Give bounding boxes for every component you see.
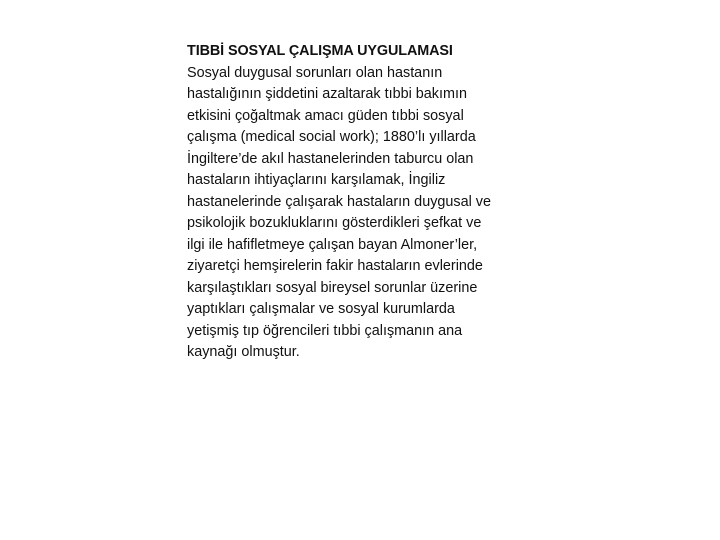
paragraph-line: yaptıkları çalışmalar ve sosyal kurumlarda <box>187 301 455 317</box>
paragraph-line: çalışma (medical social work); 1880’lı yıllarda <box>187 129 476 145</box>
paragraph-line: ziyaretçi hemşirelerin fakir hastaların evlerinde <box>187 258 483 274</box>
paragraph-line: psikolojik bozukluklarını gösterdikleri şefkat ve <box>187 215 482 231</box>
paragraph-line: Sosyal duygusal sorunları olan hastanın <box>187 64 443 81</box>
paragraph-line: İngiltere’de akıl hastanelerinden taburcu olan <box>187 150 474 167</box>
paragraph-line: ilgi ile hafifletmeye çalışan bayan Almoner’ler, <box>187 236 478 253</box>
text-block <box>187 41 537 364</box>
paragraph-line: hastalığının şiddetini azaltarak tıbbi bakımın <box>187 86 467 102</box>
paragraph-line: karşılaştıkları sosyal bireysel sorunlar üzerine <box>187 279 478 296</box>
document-title: TIBBİ SOSYAL ÇALIŞMA UYGULAMASI <box>187 43 453 59</box>
paragraph-line: yetişmiş tıp öğrencileri tıbbi çalışmanın ana <box>187 322 463 339</box>
paragraph-line: etkisini çoğaltmak amacı güden tıbbi sosyal <box>187 107 464 124</box>
paragraph-line: kaynağı olmuştur. <box>187 344 300 360</box>
paragraph-line: hastaların ihtiyaçlarını karşılamak, İngiliz <box>187 172 446 188</box>
paragraph-line: hastanelerinde çalışarak hastaların duygusal ve <box>187 193 491 210</box>
